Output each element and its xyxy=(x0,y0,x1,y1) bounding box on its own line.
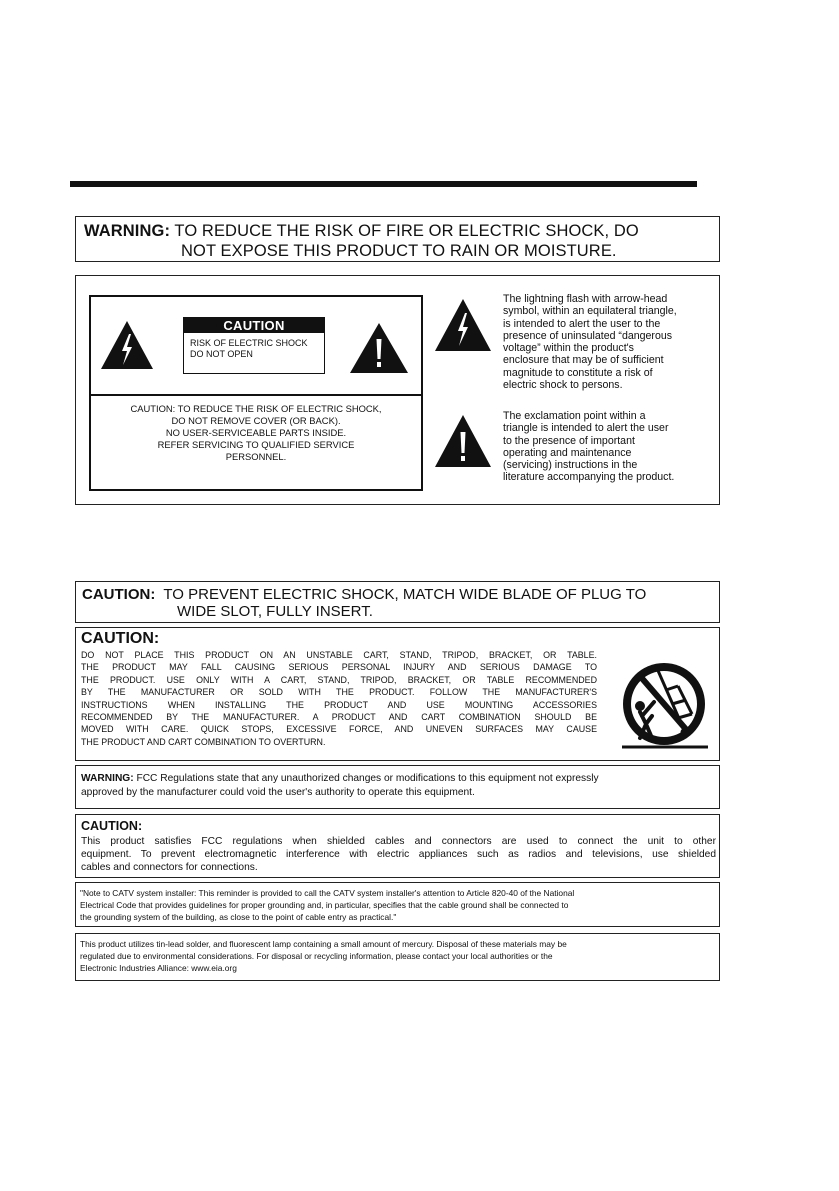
exclamation-warning-icon xyxy=(349,322,409,374)
caption-line: NO USER-SERVICEABLE PARTS INSIDE. xyxy=(165,427,347,438)
shielded-caution-header: CAUTION: xyxy=(81,819,143,833)
lightning-symbol-icon xyxy=(434,298,492,352)
desc-line: voltage” within the product's xyxy=(503,342,634,355)
caution-label-panel xyxy=(89,295,423,491)
catv-note-body xyxy=(80,887,574,923)
caption-line: CAUTION: TO REDUCE THE RISK OF ELECTRIC SHOCK, xyxy=(130,403,382,414)
caution-caption xyxy=(91,403,421,463)
solder-note-line: regulated due to environmental considerations. For disposal or recycling information, please contact your local authorities or the xyxy=(80,951,553,961)
solder-note-line: Electronic Industries Alliance: www.eia.org xyxy=(80,963,237,973)
cart-caution-line: BY THE MANUFACTURER OR SOLD WITH THE PRODUCT. FOLLOW THE MANUFACTURER'S xyxy=(81,687,597,698)
desc-line: literature accompanying the product. xyxy=(503,471,675,484)
fcc-warning-text xyxy=(81,772,599,800)
warning-moisture-text1: TO REDUCE THE RISK OF FIRE OR ELECTRIC SHOCK, DO xyxy=(170,222,639,240)
caption-line: DO NOT REMOVE COVER (OR BACK). xyxy=(171,415,341,426)
warning-moisture-line1 xyxy=(84,222,639,241)
cart-caution-line: THE PRODUCT. USE ONLY WITH A CART, STAND, TRIPOD, BRACKET, OR TABLE RECOMMENDED xyxy=(81,674,597,685)
fcc-warning-text1: FCC Regulations state that any unauthorized changes or modifications to this equipment not expressly xyxy=(133,773,599,784)
caution-label-header: CAUTION xyxy=(184,318,324,333)
caution-label-line1: RISK OF ELECTRIC SHOCK xyxy=(190,338,308,348)
safety-symbols-box xyxy=(75,275,720,505)
plug-caution-line1 xyxy=(82,586,646,603)
panel-divider xyxy=(91,394,421,396)
plug-caution-box xyxy=(75,581,720,623)
desc-line: triangle is intended to alert the user xyxy=(503,422,669,435)
cart-caution-line: DO NOT PLACE THIS PRODUCT ON AN UNSTABLE CART, STAND, TRIPOD, BRACKET, OR TABLE. xyxy=(81,650,597,660)
header-rule xyxy=(70,181,697,187)
shielded-caution-line: This product satisfies FCC regulations when shielded cables and connectors are used to connect the unit to other xyxy=(81,836,716,847)
caution-label xyxy=(183,317,325,374)
shielded-caution-body xyxy=(81,835,716,874)
cart-caution-line: RECOMMENDED BY THE MANUFACTURER. A PRODUCT AND CART COMBINATION SHOULD BE xyxy=(81,712,597,723)
caution-label-line2: DO NOT OPEN xyxy=(190,349,253,359)
catv-note-line: the grounding system of the building, as close to the point of cable entry as practical." xyxy=(80,912,397,922)
cart-caution-box xyxy=(75,627,720,761)
desc-line: is intended to alert the user to the xyxy=(503,317,661,330)
catv-note-line: "Note to CATV system installer: This reminder is provided to call the CATV system installer's attention to Article 820-40 of the National xyxy=(80,888,575,898)
desc-line: to the presence of important xyxy=(503,434,635,447)
catv-note-line: Electrical Code that provides guidelines for proper grounding and, in particular, specifies that the cable ground shall be connected to xyxy=(80,900,569,910)
desc-line: enclosure that may be of sufficient xyxy=(503,354,664,367)
warning-moisture-box xyxy=(75,216,720,262)
desc-line: (servicing) instructions in the xyxy=(503,459,638,472)
lightning-description xyxy=(503,293,718,391)
warning-label: WARNING: xyxy=(84,222,171,240)
plug-caution-label: CAUTION: xyxy=(82,586,156,603)
fcc-warning-line2: approved by the manufacturer could void the user's authority to operate this equipment. xyxy=(81,787,475,798)
caption-line: REFER SERVICING TO QUALIFIED SERVICE xyxy=(157,439,355,450)
exclamation-symbol-icon xyxy=(434,414,492,468)
fcc-warning-label: WARNING: xyxy=(81,773,134,784)
desc-line: symbol, within an equilateral triangle, xyxy=(503,305,677,318)
plug-caution-line2: WIDE SLOT, FULLY INSERT. xyxy=(177,603,373,620)
plug-caution-text1: TO PREVENT ELECTRIC SHOCK, MATCH WIDE BLADE OF PLUG TO xyxy=(155,586,647,603)
shielded-cable-caution-box xyxy=(75,814,720,878)
desc-line: electric shock to persons. xyxy=(503,379,623,392)
desc-line: operating and maintenance xyxy=(503,446,632,459)
fcc-warning-line1 xyxy=(81,772,599,786)
warning-moisture-line2: NOT EXPOSE THIS PRODUCT TO RAIN OR MOISTURE. xyxy=(181,242,617,260)
desc-line: The lightning flash with arrow-head xyxy=(503,293,668,305)
desc-line: The exclamation point within a xyxy=(503,410,646,422)
cart-caution-line: MOVED WITH CARE. QUICK STOPS, EXCESSIVE FORCE, AND UNEVEN SURFACES MAY CAUSE xyxy=(81,724,597,735)
solder-note-body xyxy=(80,938,567,974)
no-cart-tipping-icon xyxy=(618,646,710,750)
fcc-warning-box xyxy=(75,765,720,809)
lightning-warning-icon xyxy=(100,320,154,370)
desc-line: magnitude to constitute a risk of xyxy=(503,366,653,379)
exclamation-description xyxy=(503,410,718,484)
desc-line: presence of uninsulated “dangerous xyxy=(503,329,673,342)
cart-caution-header: CAUTION: xyxy=(81,630,160,647)
caption-line: PERSONNEL. xyxy=(225,451,287,462)
shielded-caution-line: equipment. To prevent electromagnetic interference with electric appliances such as radios and televisions, use shielded xyxy=(81,849,716,860)
cart-caution-line: THE PRODUCT AND CART COMBINATION TO OVERTURN. xyxy=(81,736,326,747)
cart-caution-line: THE PRODUCT MAY FALL CAUSING SERIOUS PERSONAL INJURY AND SERIOUS DAMAGE TO xyxy=(81,662,597,673)
cart-caution-line: INSTRUCTIONS WHEN INSTALLING THE PRODUCT AND USE MOUNTING ACCESSORIES xyxy=(81,699,597,710)
cart-caution-body xyxy=(81,649,597,748)
solder-note-line: This product utilizes tin-lead solder, and fluorescent lamp containing a small amount of mercury. Disposal of these materials may be xyxy=(80,939,567,949)
shielded-caution-line: cables and connectors for connections. xyxy=(81,862,258,873)
solder-disposal-note-box xyxy=(75,933,720,981)
catv-note-box xyxy=(75,882,720,927)
